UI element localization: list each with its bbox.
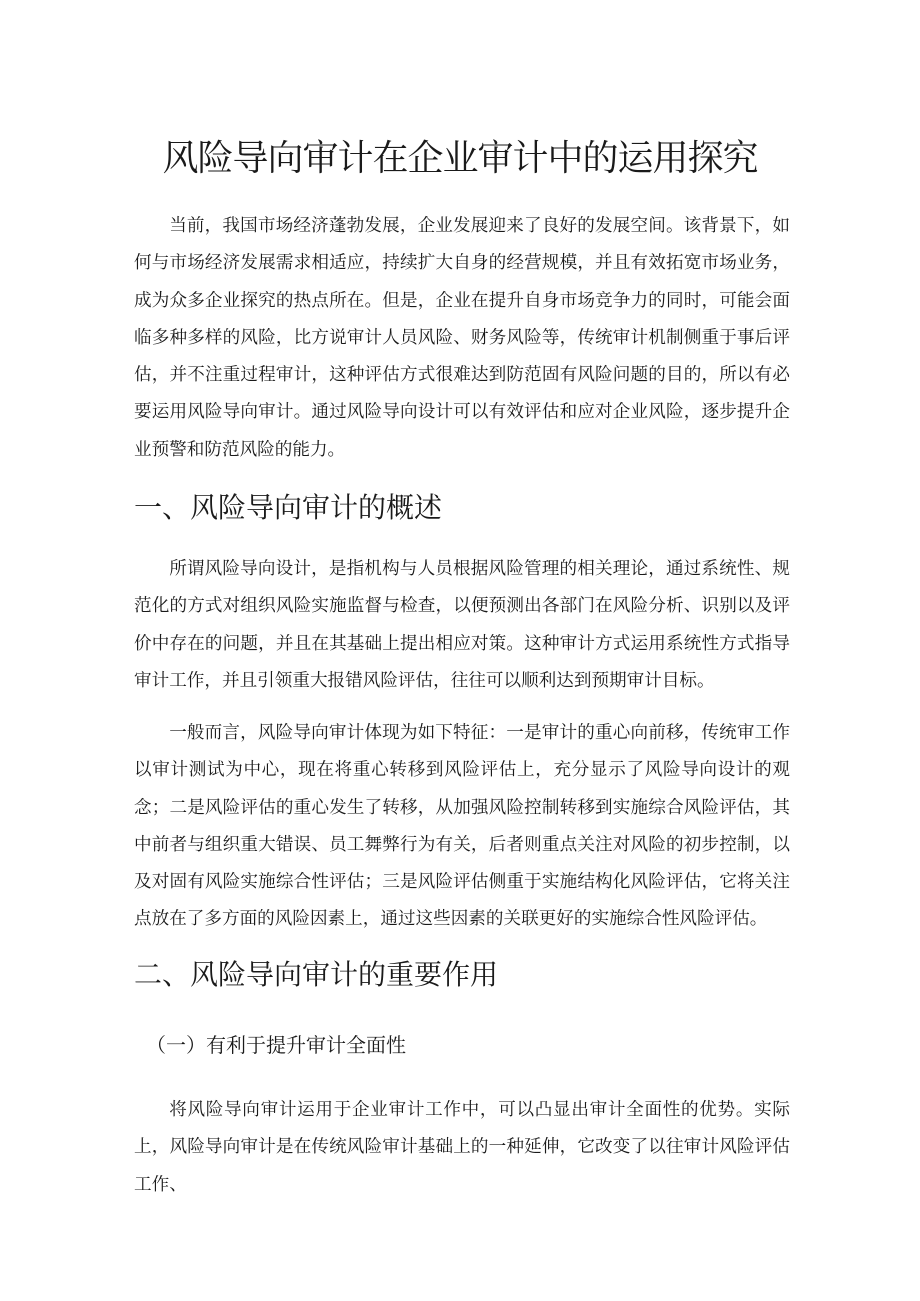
overview-paragraph-2: 一般而言，风险导向审计体现为如下特征：一是审计的重心向前移，传统审工作以审计测试为中心，现在将重心转移到风险评估上，充分显示了风险导向设计的观念；二是风险评估的重心发生了转移，从加强风险控制转移到实施综合风险评估，其中前者与组织重大错误、员工舞弊行为有关，后者则重点关注对风险的初步控制，以及对固有风险实施综合性评估；三是风险评估侧重于实施结构化风险评估，它将关注点放在了多方面的风险因素上，通过这些因素的关联更好的实施综合性风险评估。: [134, 723, 790, 930]
intro-paragraph: 当前，我国市场经济蓬勃发展，企业发展迎来了良好的发展空间。该背景下，如何与市场经济发展需求相适应，持续扩大自身的经营规模，并且有效拓宽市场业务，成为众多企业探究的热点所在。但是，企业在提升自身市场竞争力的同时，可能会面临多种多样的风险，比方说审计人员风险、财务风险等，传统审计机制侧重于事后评估，并不注重过程审计，这种评估方式很难达到防范固有风险问题的目的，所以有必要运用风险导向审计。通过风险导向设计可以有效评估和应对企业风险，逐步提升企业预警和防范风险的能力。: [134, 216, 790, 460]
document-title: 风险导向审计在企业审计中的运用探究: [162, 138, 758, 179]
subsection-heading-comprehensiveness: （一）有利于提升审计全面性: [146, 1033, 406, 1057]
importance-paragraph-1: 将风险导向审计运用于企业审计工作中，可以凸显出审计全面性的优势。实际上，风险导向审计是在传统风险审计基础上的一种延伸，它改变了以往审计风险评估工作、: [134, 1100, 790, 1195]
overview-paragraph-1: 所谓风险导向设计，是指机构与人员根据风险管理的相关理论，通过系统性、规范化的方式对组织风险实施监督与检查，以便预测出各部门在风险分析、识别以及评价中存在的问题，并且在其基础上提出相应对策。这种审计方式运用系统性方式指导审计工作，并且引领重大报错风险评估，往往可以顺利达到预期审计目标。: [134, 559, 790, 691]
section-heading-overview: 一、风险导向审计的概述: [134, 491, 443, 524]
section-heading-importance: 二、风险导向审计的重要作用: [134, 958, 499, 991]
